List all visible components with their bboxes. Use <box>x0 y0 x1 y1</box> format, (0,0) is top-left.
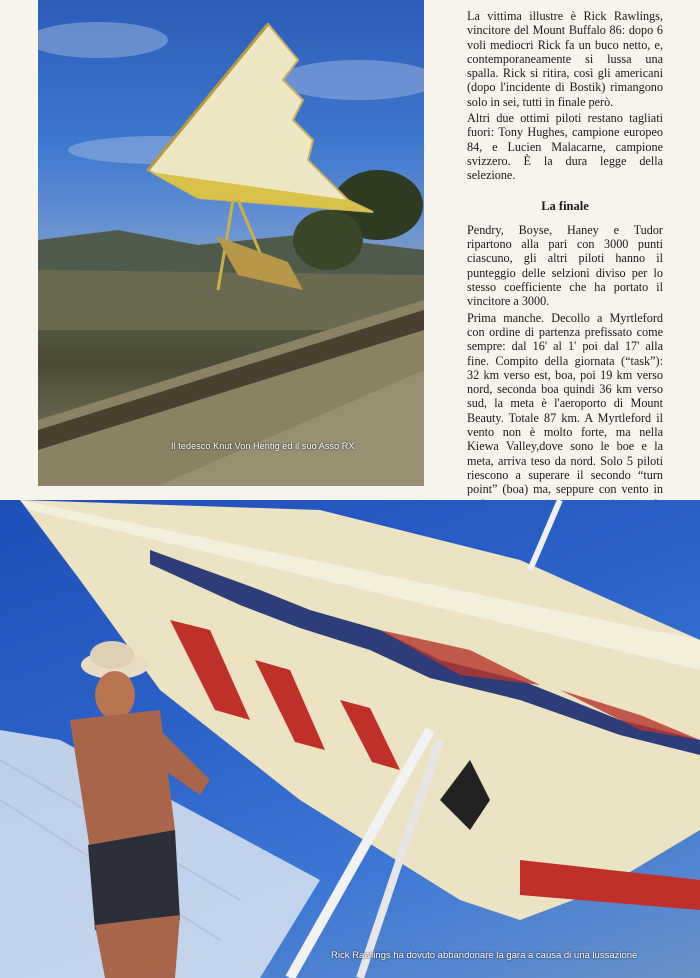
hang-glider-photo-top <box>38 0 424 486</box>
hang-glider-photo-bottom <box>0 500 700 978</box>
section-heading: La finale <box>541 198 589 213</box>
caption-top: Il tedesco Knut Von Hentig ed il suo Asso RX <box>171 441 355 451</box>
article-paragraph: Prima manche. Decollo a Myrtleford con ordine di partenza prefissato come sempre: dal 16' al 1' poi dal 17' alla fine. Compito della giornata (“task”): 32 km verso est, boa, poi 19 km verso nord, seconda boa quindi 36 km verso sud, la meta è l'aeroporto di Mount Beauty. Totale 87 km. A Myrtleford il vento non è molto forte, ma nella Kiewa Valley,dove sono le boe e la meta, arriva teso da nord. Solo 5 piloti riescono a superare il secondo “turn point” (boa) ma, seppure con vento in <box>467 310 663 497</box>
photo-top-illustration <box>38 0 424 486</box>
photo-bottom-illustration <box>0 500 700 978</box>
caption-bottom: Rick Rawlings ha dovuto abbandonare la gara a causa di una lussazione <box>331 950 638 961</box>
article-paragraph: La vittima illustre è Rick Rawlings, vincitore del Mount Buffalo 86: dopo 6 voli mediocri Rick fa un buco netto, e, contemporaneamente si lussa una spalla. Rick si ritira, così gli americani (dopo l'incidente di Bostik) rimangono solo in sei, tutti in finale però. <box>467 9 663 109</box>
article-column <box>467 9 663 527</box>
article-paragraph: Altri due ottimi piloti restano tagliati fuori: Tony Hughes, campione europeo 84, e Lucien Malacarne, campione svizzero. È la dura legge della selezione. <box>467 111 663 183</box>
article-paragraph: Pendry, Boyse, Haney e Tudor ripartono alla pari con 3000 punti ciascuno, gli altri piloti hanno il punteggio delle selzioni diviso per lo stesso coefficiente che ha portato il vincitore a 3000. <box>467 222 663 309</box>
